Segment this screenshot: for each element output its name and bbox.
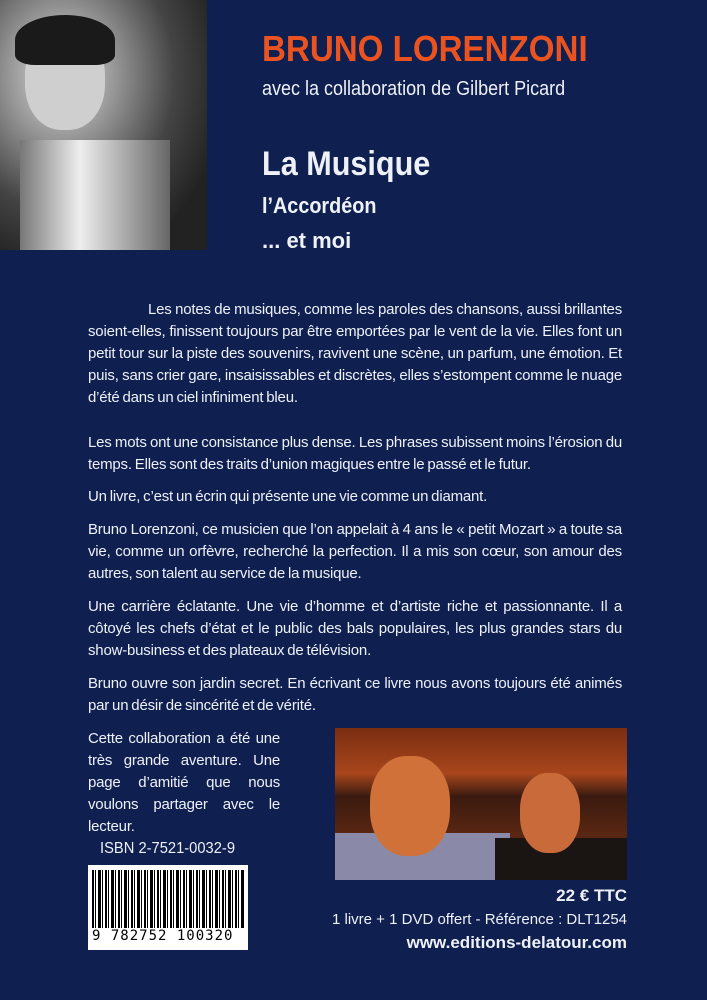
barcode (88, 865, 248, 950)
isbn: ISBN 2-7521-0032-9 (100, 840, 236, 857)
author-portrait-photo (0, 0, 207, 250)
book-subtitle-2: ... et moi (262, 228, 352, 253)
author-name: BRUNO LORENZONI (262, 28, 588, 69)
blurb-paragraph-4: Bruno Lorenzoni, ce musicien que l’on appelait à 4 ans le « petit Mozart » a toute sa vie, comme un orfèvre, recherché la perfection. Il a mis son cœur, son amour des autres, son talent au service de la musique. (88, 521, 622, 582)
reference: 1 livre + 1 DVD offert - Référence : DLT1254 (332, 911, 627, 928)
blurb-paragraph-3: Un livre, c’est un écrin qui présente une vie comme un diamant. (88, 488, 488, 505)
price: 22 € TTC (556, 886, 627, 905)
website-link[interactable]: www.editions-delatour.com (406, 933, 627, 952)
blurb-paragraph-2: Les mots ont une consistance plus dense. Les phrases subissent moins l’érosion du temps. Elles sont des traits d’union magiques entre le passé et le futur. (88, 434, 622, 473)
barcode-bars (92, 870, 244, 928)
book-subtitle-1: l’Accordéon (262, 193, 377, 218)
blurb-paragraph-6: Bruno ouvre son jardin secret. En écrivant ce livre nous avons toujours été animés par un désir de sincérité et de vérité. (88, 675, 622, 714)
barcode-number: 9 782752 100320 (92, 928, 234, 944)
blurb-paragraph-1: Les notes de musiques, comme les paroles des chansons, aussi brillantes soient-elles, finissent toujours par être emportées par le vent de la vie. Elles font un petit tour sur la piste des souvenirs, ravivent une scène, un parfum, une émotion. Et puis, sans crier gare, insaisissables et discrètes, elles s’estompent comme le nuage d’été dans un ciel infiniment bleu. (88, 301, 622, 406)
blurb-paragraph-5: Une carrière éclatante. Une vie d’homme et d’artiste riche et passionnante. Il a côtoyé les chefs d’état et le public des bals populaires, les plus grandes stars du show-business et des plateaux de télévision. (88, 598, 622, 659)
collaboration-credit: avec la collaboration de Gilbert Picard (262, 78, 566, 100)
authors-photo (335, 728, 627, 880)
blurb-paragraph-7: Cette collaboration a été une très grande aventure. Une page d’amitié que nous voulons partager avec le lecteur. (88, 730, 280, 835)
book-title: La Musique (262, 145, 431, 183)
